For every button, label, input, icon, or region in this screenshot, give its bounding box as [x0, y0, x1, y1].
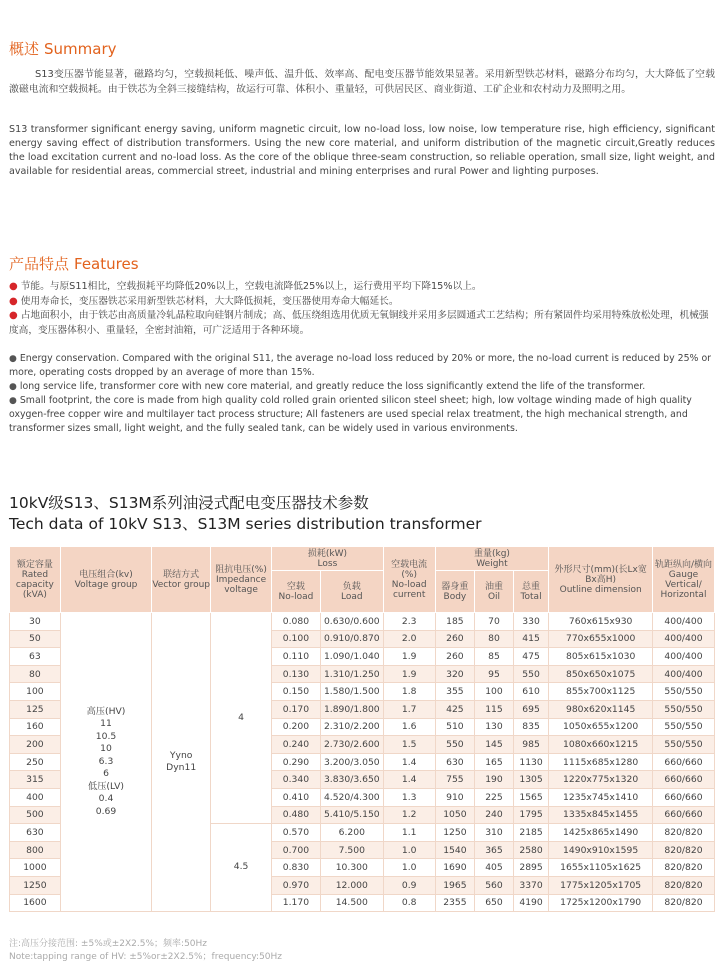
- cell-gauge: 820/820: [652, 876, 714, 894]
- cell-total-weight: 4190: [513, 894, 549, 912]
- cell-dimension: 760x615x930: [549, 613, 653, 631]
- cell-gauge: 820/820: [652, 894, 714, 912]
- cell-dimension: 980x620x1145: [549, 700, 653, 718]
- cell-load-loss: 1.580/1.500: [320, 683, 383, 701]
- header-capacity-en: Rated capacity (kVA): [15, 569, 54, 600]
- cell-noload-current: 1.2: [383, 806, 435, 824]
- cell-vector-group: [152, 613, 211, 912]
- cell-body-weight: 550: [435, 736, 475, 754]
- cell-load-loss: 6.200: [320, 824, 383, 842]
- header-oil-en: Oil: [487, 591, 501, 602]
- voltage-group-line: 0.69: [95, 805, 117, 817]
- voltage-group-line: 11: [100, 718, 112, 730]
- header-gauge-en: Gauge Vertical/ Horizontal: [660, 569, 707, 600]
- cell-dimension: 1655x1105x1625: [549, 859, 653, 877]
- header-dimension: [549, 547, 653, 613]
- cell-noload-current: 1.4: [383, 753, 435, 771]
- header-dim-en: Outline dimension: [559, 584, 642, 595]
- bullet-icon: ●: [9, 354, 17, 364]
- cell-total-weight: 415: [513, 630, 549, 648]
- header-noload-cn: 空载: [286, 581, 305, 592]
- feature-en-item: [9, 380, 715, 394]
- cell-total-weight: 550: [513, 665, 549, 683]
- cell-noload-current: 1.9: [383, 665, 435, 683]
- cell-total-weight: 695: [513, 700, 549, 718]
- cell-gauge: 660/660: [652, 806, 714, 824]
- cell-capacity: 125: [10, 700, 61, 718]
- cell-body-weight: 1250: [435, 824, 475, 842]
- cell-oil-weight: 145: [475, 736, 514, 754]
- voltage-group-line: 高压(HV): [86, 705, 126, 717]
- cell-body-weight: 1965: [435, 876, 475, 894]
- cell-dimension: 1775x1205x1705: [549, 876, 653, 894]
- cell-dimension: 850x650x1075: [549, 665, 653, 683]
- cell-noload-current: 1.7: [383, 700, 435, 718]
- cell-gauge: 820/820: [652, 841, 714, 859]
- feature-cn-item: [9, 280, 715, 295]
- cell-load-loss: 1.090/1.040: [320, 648, 383, 666]
- cell-dimension: 1725x1200x1790: [549, 894, 653, 912]
- header-loss-cn: 损耗(kW): [307, 548, 347, 559]
- cell-capacity: 1600: [10, 894, 61, 912]
- cell-noload-current: 2.0: [383, 630, 435, 648]
- cell-total-weight: 610: [513, 683, 549, 701]
- cell-load-loss: 1.890/1.800: [320, 700, 383, 718]
- header-current-en: No-load current: [391, 579, 427, 600]
- cell-total-weight: 2185: [513, 824, 549, 842]
- cell-capacity: 50: [10, 630, 61, 648]
- features-en-list: [9, 352, 715, 436]
- cell-noload-current: 1.0: [383, 859, 435, 877]
- cell-load-loss: 1.310/1.250: [320, 665, 383, 683]
- header-body: [435, 571, 475, 613]
- header-voltage-en: Voltage group: [74, 579, 138, 590]
- cell-dimension: 1235x745x1410: [549, 788, 653, 806]
- cell-noload-current: 1.8: [383, 683, 435, 701]
- cell-total-weight: 475: [513, 648, 549, 666]
- summary-en-text: S13 transformer significant energy saving, uniform magnetic circuit, low no-load loss, low noise, low temperature rise, high efficiency, significant energy saving effect of distribution transformers. Using the new core material, and uniform distribution of the magnetic circuit,Greatly reduces the load excitation current and no-load loss. As the core of the oblique three-seam construction, so reliable operation, small size, light weight, and available for residential areas, commercial street, industrial and mining enterprises and rural Power and lighting purposes.: [9, 124, 715, 177]
- voltage-group-line: 10.5: [95, 730, 117, 742]
- vector-group-line: Yyno: [169, 749, 193, 761]
- bullet-icon: ●: [9, 310, 18, 321]
- cell-gauge: 820/820: [652, 859, 714, 877]
- cell-load-loss: 4.520/4.300: [320, 788, 383, 806]
- cell-oil-weight: 70: [475, 613, 514, 631]
- cell-load-loss: 2.310/2.200: [320, 718, 383, 736]
- cell-capacity: 200: [10, 736, 61, 754]
- cell-oil-weight: 80: [475, 630, 514, 648]
- header-vector: [152, 547, 211, 613]
- cell-noload-current: 1.5: [383, 736, 435, 754]
- cell-oil-weight: 165: [475, 753, 514, 771]
- header-body-en: Body: [443, 591, 467, 602]
- header-impedance-cn: 阻抗电压(%): [215, 564, 267, 575]
- cell-oil-weight: 365: [475, 841, 514, 859]
- cell-noload-current: 1.4: [383, 771, 435, 789]
- cell-noload-loss: 0.240: [272, 736, 321, 754]
- cell-gauge: 400/400: [652, 613, 714, 631]
- cell-load-loss: 0.910/0.870: [320, 630, 383, 648]
- cell-dimension: 1080x660x1215: [549, 736, 653, 754]
- cell-total-weight: 1565: [513, 788, 549, 806]
- header-impedance: [211, 547, 272, 613]
- cell-dimension: 855x700x1125: [549, 683, 653, 701]
- feature-en-item: [9, 394, 715, 436]
- cell-noload-current: 1.9: [383, 648, 435, 666]
- feature-cn-item: [9, 309, 715, 338]
- cell-gauge: 550/550: [652, 683, 714, 701]
- cell-noload-loss: 0.700: [272, 841, 321, 859]
- header-vector-cn: 联结方式: [163, 569, 200, 580]
- summary-title-en: Summary: [44, 40, 117, 58]
- summary-title: [9, 38, 117, 59]
- header-total: [513, 571, 549, 613]
- feature-en-text: Small footprint, the core is made from high quality cold rolled grain oriented silicon steel sheet; high, low voltage winding made of high quality oxygen-free copper wire and multilayer tact process structure; All fasteners are used special relax treatment, the high mechanical strength, and transformer sizes small, light weight, and the fully sealed tank, can be widely used in various environments.: [9, 395, 692, 434]
- cell-dimension: 770x655x1000: [549, 630, 653, 648]
- cell-body-weight: 260: [435, 630, 475, 648]
- cell-noload-loss: 0.290: [272, 753, 321, 771]
- cell-body-weight: 755: [435, 771, 475, 789]
- cell-noload-current: 0.9: [383, 876, 435, 894]
- features-cn-list: [9, 280, 715, 338]
- table-title-cn: 10kV级S13、S13M系列油浸式配电变压器技术参数: [9, 494, 369, 512]
- header-load: [320, 571, 383, 613]
- cell-load-loss: 12.000: [320, 876, 383, 894]
- cell-noload-current: 2.3: [383, 613, 435, 631]
- cell-noload-current: 1.3: [383, 788, 435, 806]
- voltage-group-line: 6.3: [98, 755, 114, 767]
- summary-cn-text: S13变压器节能显著，磁路均匀，空载损耗低、噪声低、温升低、效率高、配电变压器节能效果显著。采用新型铁芯材料，磁路分布均匀，大大降低了空载激磁电流和空载损耗。由于铁芯为全斜三接缝结构，故运行可靠、体积小、重量轻，可供居民区、商业街道、工矿企业和农村动力及照明之用。: [9, 69, 715, 95]
- features-title-cn: 产品特点: [9, 255, 70, 273]
- cell-gauge: 550/550: [652, 736, 714, 754]
- header-gauge-cn: 轨距纵向/横向: [654, 559, 712, 570]
- header-dim-cn: 外形尺寸(mm)(长Lx宽Bx高H): [554, 564, 647, 585]
- summary-title-cn: 概述: [9, 40, 40, 58]
- cell-noload-loss: 0.410: [272, 788, 321, 806]
- cell-oil-weight: 100: [475, 683, 514, 701]
- header-noload-en: No-load: [278, 591, 314, 602]
- cell-dimension: 1050x655x1200: [549, 718, 653, 736]
- cell-oil-weight: 310: [475, 824, 514, 842]
- cell-total-weight: 1795: [513, 806, 549, 824]
- cell-capacity: 500: [10, 806, 61, 824]
- cell-oil-weight: 405: [475, 859, 514, 877]
- features-title-en: Features: [74, 255, 139, 273]
- spec-table: [9, 546, 715, 912]
- voltage-group-line: 10: [100, 743, 112, 755]
- header-noload: [272, 571, 321, 613]
- header-weight-en: Weight: [476, 558, 508, 569]
- feature-en-text: Energy conservation. Compared with the original S11, the average no-load loss reduced by 20% or more, the no-load current is reduced by 25% or more, operating costs dropped by an average of more than 15%.: [9, 353, 712, 378]
- cell-total-weight: 985: [513, 736, 549, 754]
- bullet-icon: ●: [9, 396, 17, 406]
- bullet-icon: ●: [9, 281, 18, 292]
- cell-body-weight: 185: [435, 613, 475, 631]
- feature-cn-item: [9, 295, 715, 310]
- header-capacity-cn: 额定容量: [16, 559, 53, 570]
- spec-table-body: [10, 613, 715, 912]
- voltage-group-line: 0.4: [98, 793, 114, 805]
- cell-noload-loss: 1.170: [272, 894, 321, 912]
- cell-body-weight: 1050: [435, 806, 475, 824]
- header-total-cn: 总重: [522, 581, 541, 592]
- features-title: [9, 253, 139, 274]
- cell-load-loss: 14.500: [320, 894, 383, 912]
- cell-oil-weight: 115: [475, 700, 514, 718]
- cell-body-weight: 910: [435, 788, 475, 806]
- cell-gauge: 400/400: [652, 665, 714, 683]
- vector-group-line: Dyn11: [166, 762, 197, 774]
- cell-noload-loss: 0.480: [272, 806, 321, 824]
- cell-body-weight: 630: [435, 753, 475, 771]
- cell-body-weight: 1540: [435, 841, 475, 859]
- cell-capacity: 63: [10, 648, 61, 666]
- cell-gauge: 660/660: [652, 753, 714, 771]
- header-load-en: Load: [340, 591, 363, 602]
- header-oil: [475, 571, 514, 613]
- header-weight-cn: 重量(kg): [473, 548, 510, 559]
- cell-load-loss: 2.730/2.600: [320, 736, 383, 754]
- cell-load-loss: 5.410/5.150: [320, 806, 383, 824]
- cell-noload-loss: 0.080: [272, 613, 321, 631]
- cell-noload-loss: 0.130: [272, 665, 321, 683]
- table-title-en: Tech data of 10kV S13、S13M series distribution transformer: [9, 515, 482, 533]
- cell-dimension: 1425x865x1490: [549, 824, 653, 842]
- cell-capacity: 160: [10, 718, 61, 736]
- cell-body-weight: 510: [435, 718, 475, 736]
- cell-noload-loss: 0.110: [272, 648, 321, 666]
- cell-body-weight: 355: [435, 683, 475, 701]
- note-cn: 注:高压分接范围: ±5%或±2X2.5%；频率:50Hz: [9, 939, 208, 949]
- cell-impedance: 4: [211, 613, 272, 824]
- cell-noload-current: 1.1: [383, 824, 435, 842]
- note-en: Note:tapping range of HV: ±5%or±2X2.5%；frequency:50Hz: [9, 952, 283, 962]
- voltage-group-line: 6: [103, 768, 109, 780]
- cell-noload-loss: 0.100: [272, 630, 321, 648]
- cell-gauge: 660/660: [652, 788, 714, 806]
- cell-oil-weight: 225: [475, 788, 514, 806]
- cell-oil-weight: 85: [475, 648, 514, 666]
- cell-oil-weight: 240: [475, 806, 514, 824]
- cell-capacity: 800: [10, 841, 61, 859]
- cell-oil-weight: 560: [475, 876, 514, 894]
- cell-load-loss: 3.830/3.650: [320, 771, 383, 789]
- feature-en-item: [9, 352, 715, 380]
- header-body-cn: 器身重: [441, 581, 469, 592]
- cell-capacity: 100: [10, 683, 61, 701]
- bullet-icon: ●: [9, 382, 17, 392]
- cell-dimension: 1220x775x1320: [549, 771, 653, 789]
- feature-cn-text: 占地面积小，由于铁芯由高质量冷轧晶粒取向硅钢片制成；高、低压绕组选用优质无氧铜线并采用多层圆通式工艺结构；所有紧固件均采用特殊放松处理，机械强度高，变压器体积小、重量轻，全密封油箱，可广泛适用于各种环境。: [9, 310, 709, 336]
- cell-dimension: 1490x910x1595: [549, 841, 653, 859]
- table-row: [10, 613, 715, 631]
- cell-body-weight: 2355: [435, 894, 475, 912]
- cell-noload-loss: 0.170: [272, 700, 321, 718]
- cell-total-weight: 835: [513, 718, 549, 736]
- cell-capacity: 1000: [10, 859, 61, 877]
- feature-cn-text: 使用寿命长，变压器铁芯采用新型铁芯材料，大大降低损耗，变压器使用寿命大幅延长。: [20, 295, 399, 307]
- header-capacity: [10, 547, 61, 613]
- header-current-cn: 空载电流(%): [391, 559, 428, 580]
- cell-noload-current: 0.8: [383, 894, 435, 912]
- cell-noload-loss: 0.340: [272, 771, 321, 789]
- header-voltage: [60, 547, 151, 613]
- cell-capacity: 30: [10, 613, 61, 631]
- cell-noload-loss: 0.830: [272, 859, 321, 877]
- cell-load-loss: 10.300: [320, 859, 383, 877]
- cell-dimension: 805x615x1030: [549, 648, 653, 666]
- bullet-icon: ●: [9, 295, 18, 307]
- header-voltage-cn: 电压组合(kv): [79, 569, 133, 580]
- cell-total-weight: 2895: [513, 859, 549, 877]
- header-total-en: Total: [520, 591, 542, 602]
- cell-oil-weight: 650: [475, 894, 514, 912]
- cell-body-weight: 260: [435, 648, 475, 666]
- header-weight: [435, 547, 549, 571]
- cell-gauge: 400/400: [652, 648, 714, 666]
- cell-load-loss: 3.200/3.050: [320, 753, 383, 771]
- feature-cn-text: 节能。与原S11相比，空载损耗平均降低20%以上，空载电流降低25%以上，运行费用平均下降15%以上。: [20, 281, 482, 292]
- header-load-cn: 负载: [342, 581, 361, 592]
- cell-dimension: 1335x845x1455: [549, 806, 653, 824]
- cell-noload-loss: 0.150: [272, 683, 321, 701]
- cell-capacity: 315: [10, 771, 61, 789]
- cell-capacity: 250: [10, 753, 61, 771]
- cell-capacity: 630: [10, 824, 61, 842]
- cell-gauge: 660/660: [652, 771, 714, 789]
- cell-noload-loss: 0.570: [272, 824, 321, 842]
- cell-noload-loss: 0.200: [272, 718, 321, 736]
- header-gauge: [652, 547, 714, 613]
- cell-body-weight: 425: [435, 700, 475, 718]
- cell-gauge: 550/550: [652, 700, 714, 718]
- feature-en-text: long service life, transformer core with new core material, and greatly reduce the loss significantly extend the life of the transformer.: [19, 381, 646, 392]
- cell-capacity: 80: [10, 665, 61, 683]
- cell-load-loss: 7.500: [320, 841, 383, 859]
- cell-total-weight: 1130: [513, 753, 549, 771]
- header-loss: [272, 547, 384, 571]
- cell-total-weight: 1305: [513, 771, 549, 789]
- cell-gauge: 550/550: [652, 718, 714, 736]
- header-current: [383, 547, 435, 613]
- cell-oil-weight: 130: [475, 718, 514, 736]
- cell-voltage-group: [60, 613, 151, 912]
- header-oil-cn: 油重: [484, 581, 503, 592]
- cell-capacity: 1250: [10, 876, 61, 894]
- cell-gauge: 400/400: [652, 630, 714, 648]
- cell-noload-current: 1.0: [383, 841, 435, 859]
- cell-capacity: 400: [10, 788, 61, 806]
- header-impedance-en: Impedance voltage: [216, 574, 267, 595]
- cell-body-weight: 320: [435, 665, 475, 683]
- cell-dimension: 1115x685x1280: [549, 753, 653, 771]
- cell-impedance: 4.5: [211, 824, 272, 912]
- cell-total-weight: 330: [513, 613, 549, 631]
- header-vector-en: Vector group: [152, 579, 210, 590]
- cell-gauge: 820/820: [652, 824, 714, 842]
- cell-total-weight: 3370: [513, 876, 549, 894]
- cell-noload-current: 1.6: [383, 718, 435, 736]
- voltage-group-line: 低压(LV): [88, 780, 124, 792]
- cell-oil-weight: 95: [475, 665, 514, 683]
- header-loss-en: Loss: [317, 558, 338, 569]
- cell-oil-weight: 190: [475, 771, 514, 789]
- cell-noload-loss: 0.970: [272, 876, 321, 894]
- cell-load-loss: 0.630/0.600: [320, 613, 383, 631]
- cell-body-weight: 1690: [435, 859, 475, 877]
- cell-total-weight: 2580: [513, 841, 549, 859]
